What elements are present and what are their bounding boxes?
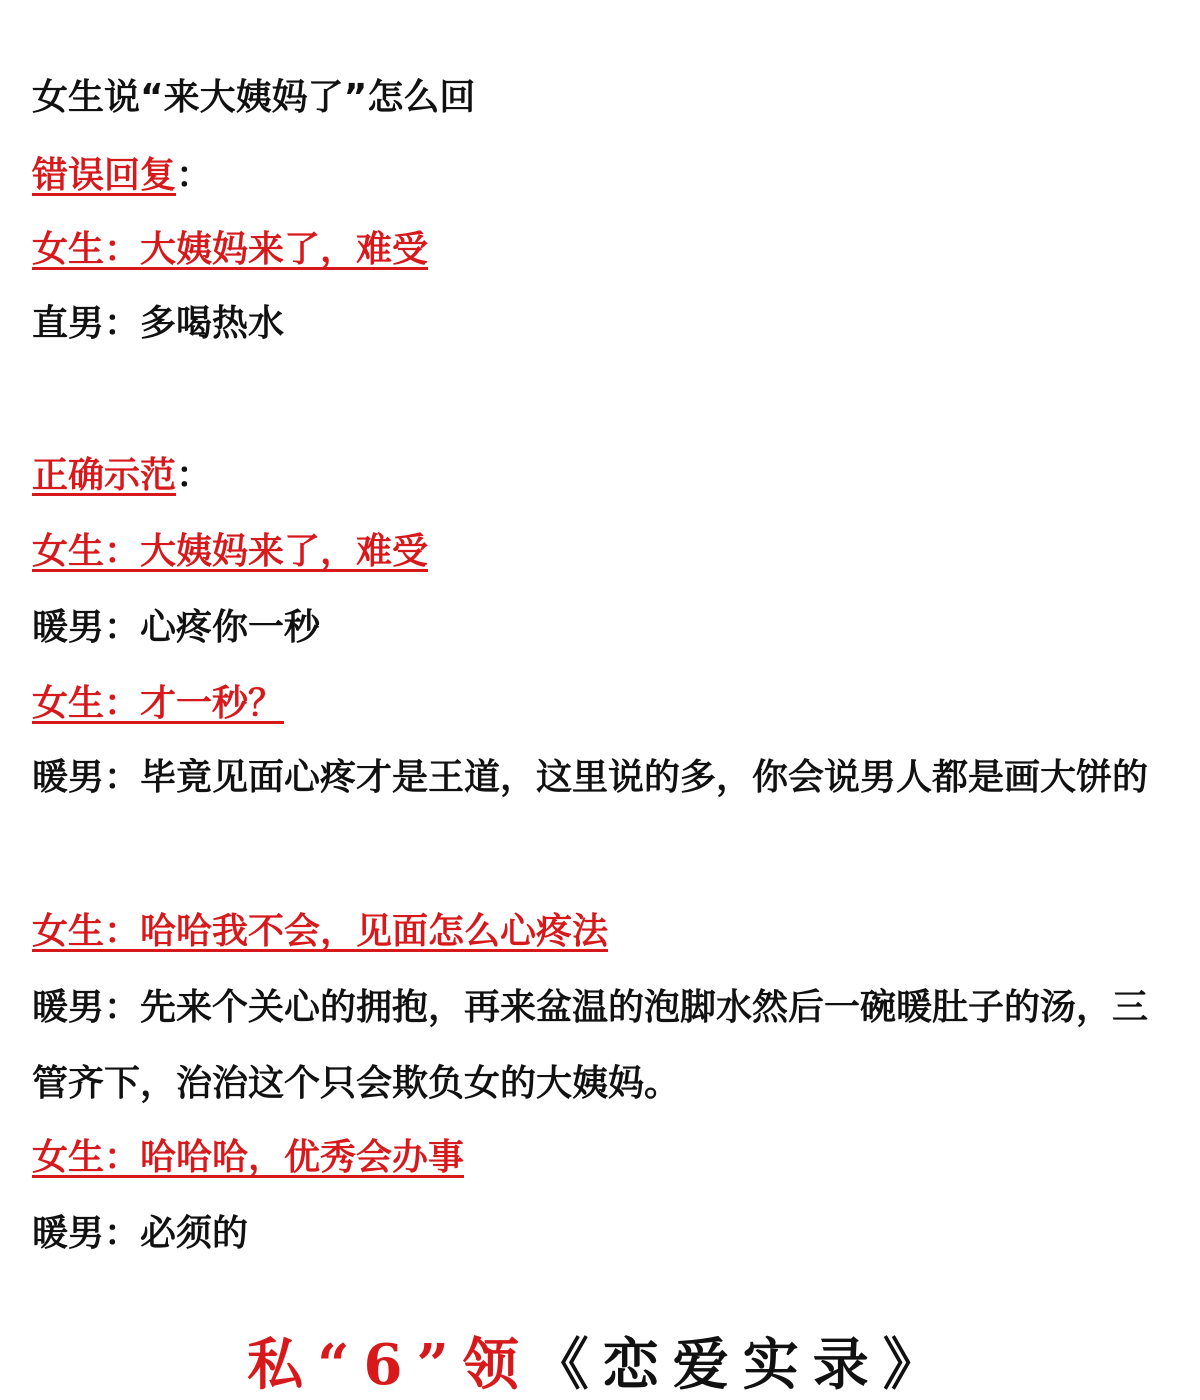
wrong-girl-line: 女生：大姨妈来了，难受	[32, 229, 429, 270]
wrong-heading	[32, 154, 212, 198]
right-guy-line-1: 暖男：心疼你一秒	[32, 607, 321, 648]
wrong-colon: ：	[176, 155, 213, 196]
wrong-guy-line: 直男：多喝热水	[32, 303, 285, 344]
right-heading	[32, 454, 212, 498]
title: 女生说“来大姨妈了”怎么回	[32, 77, 476, 118]
footer-banner	[0, 1330, 1200, 1400]
right-girl-line-3: 女生：哈哈我不会，见面怎么心疼法	[32, 911, 609, 952]
right-girl-line-4: 女生：哈哈哈，优秀会办事	[32, 1137, 465, 1178]
right-guy-line-4: 暖男：必须的	[32, 1213, 249, 1254]
right-guy-line-2: 暖男：毕竟见面心疼才是王道，这里说的多，你会说男人都是画大饼的	[32, 757, 1149, 798]
right-colon: ：	[176, 455, 213, 496]
right-girl-line-2: 女生：才一秒？	[32, 683, 285, 724]
right-girl-line-1: 女生：大姨妈来了，难受	[32, 531, 429, 572]
right-guy-line-3: 暖男：先来个关心的拥抱，再来盆温的泡脚水然后一碗暖肚子的汤，三管齐下，治治这个只会欺负女的大姨妈。	[32, 987, 1149, 1104]
wrong-label: 错误回复	[32, 155, 177, 196]
footer-dm-text: 私“6”领	[247, 1332, 533, 1398]
right-label: 正确示范	[32, 455, 177, 496]
footer-book-title: 《恋爱实录》	[532, 1332, 953, 1398]
